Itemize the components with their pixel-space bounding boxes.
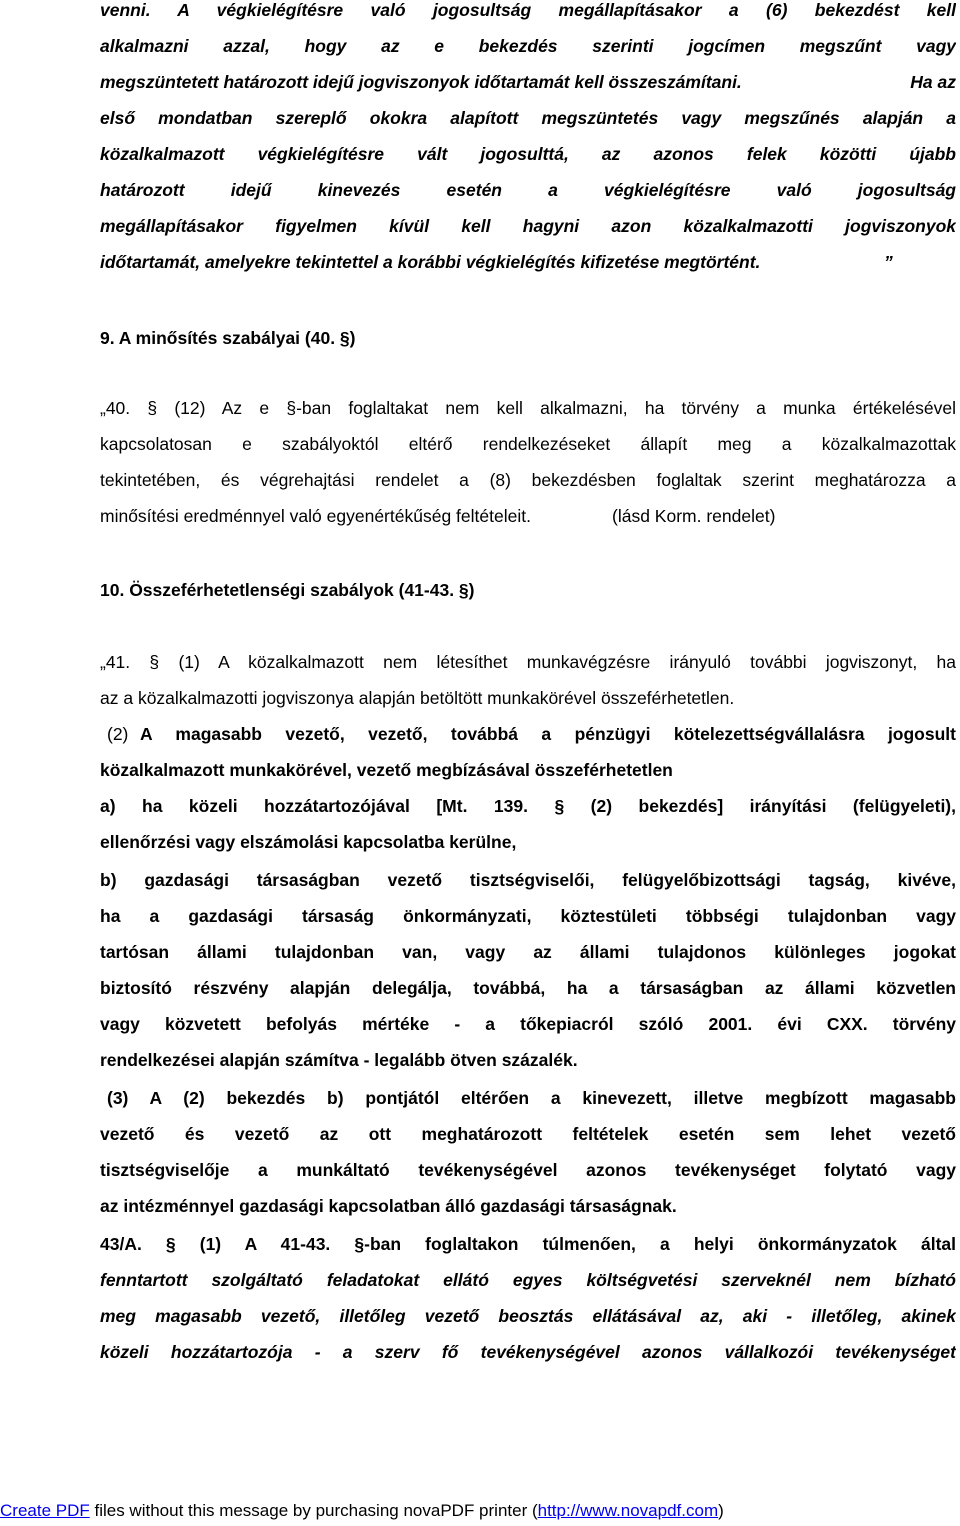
text-line: b) gazdasági társaságban vezető tisztségviselői, felügyelőbizottsági tagság, kivéve, bbox=[100, 870, 956, 890]
text-line: minősítési eredménnyel való egyenértékűség feltételeit. bbox=[100, 506, 531, 526]
create-pdf-link[interactable]: Create PDF bbox=[0, 1501, 90, 1520]
text-line: biztosító részvény alapján delegálja, továbbá, ha a társaságban az állami közvetlen bbox=[100, 978, 956, 998]
text-line: a) ha közeli hozzátartozójával [Mt. 139. § (2) bekezdés] irányítási (felügyeleti), bbox=[100, 796, 956, 816]
section-heading: 10. Összeférhetetlenségi szabályok (41-43. §) bbox=[100, 580, 475, 600]
text-line: (lásd Korm. rendelet) bbox=[612, 506, 776, 526]
text-line: tekintetében, és végrehajtási rendelet a (8) bekezdésben foglaltak szerint meghatározza a bbox=[100, 470, 956, 490]
text-line: első mondatban szereplő okokra alapított megszüntetés vagy megszűnés alapján a bbox=[100, 108, 956, 128]
text-line: az intézménnyel gazdasági kapcsolatban álló gazdasági társaságnak. bbox=[100, 1196, 677, 1216]
text-line: közeli hozzátartozója - a szerv fő tevékenységével azonos vállalkozói tevékenységet bbox=[100, 1342, 956, 1362]
text-line: venni. A végkielégítésre való jogosultság megállapításakor a (6) bekezdést kell bbox=[100, 0, 956, 20]
footer-close: ) bbox=[718, 1501, 724, 1520]
section-heading: 9. A minősítés szabályai (40. §) bbox=[100, 328, 356, 348]
novapdf-link[interactable]: http://www.novapdf.com bbox=[537, 1501, 719, 1520]
text-line: tartósan állami tulajdonban van, vagy az állami tulajdonos különleges jogokat bbox=[100, 942, 956, 962]
text-line: közalkalmazott munkakörével, vezető megbízásával összeférhetetlen bbox=[100, 760, 673, 780]
pdf-footer bbox=[0, 1497, 960, 1525]
text-line: alkalmazni azzal, hogy az e bekezdés szerinti jogcímen megszűnt vagy bbox=[100, 36, 956, 56]
text-line: vezető és vezető az ott meghatározott feltételek esetén sem lehet vezető bbox=[100, 1124, 956, 1144]
text-line: „40. § (12) Az e §-ban foglaltakat nem kell alkalmazni, ha törvény a munka értékelésével bbox=[100, 398, 956, 418]
text-line: „41. § (1) A közalkalmazott nem létesíthet munkavégzésre irányuló további jogviszonyt, ha bbox=[100, 652, 956, 672]
text-line: Ha az bbox=[910, 72, 956, 92]
text-line: (3) A (2) bekezdés b) pontjától eltérően a kinevezett, illetve megbízott magasabb bbox=[107, 1088, 956, 1108]
text-line: megállapításakor figyelmen kívül kell hagyni azon közalkalmazotti jogviszonyok bbox=[100, 216, 956, 236]
closing-quote: ” bbox=[884, 252, 893, 272]
text-line: 43/A. § (1) A 41-43. §-ban foglaltakon túlmenően, a helyi önkormányzatok által bbox=[100, 1234, 956, 1254]
footer-text: files without this message by purchasing novaPDF printer ( bbox=[89, 1501, 538, 1520]
text-line: ha a gazdasági társaság önkormányzati, köztestületi többségi tulajdonban vagy bbox=[100, 906, 956, 926]
text-line: közalkalmazott végkielégítésre vált jogosulttá, az azonos felek közötti újabb bbox=[100, 144, 956, 164]
text-line: rendelkezései alapján számítva - legalább ötven százalék. bbox=[100, 1050, 578, 1070]
text-line: vagy közvetett befolyás mértéke - a tőkepiacról szóló 2001. évi CXX. törvény bbox=[100, 1014, 956, 1034]
text-line: A magasabb vezető, vezető, továbbá a pénzügyi kötelezettségvállalásra jogosult bbox=[140, 724, 956, 744]
text-line: meg magasabb vezető, illetőleg vezető beosztás ellátásával az, aki - illetőleg, akinek bbox=[100, 1306, 956, 1326]
text-line: az a közalkalmazotti jogviszonya alapján betöltött munkakörével összeférhetetlen. bbox=[100, 688, 735, 708]
text-line: (2) bbox=[107, 724, 129, 744]
text-line: fenntartott szolgáltató feladatokat ellátó egyes költségvetési szerveknél nem bízható bbox=[100, 1270, 956, 1290]
text-line: tisztségviselője a munkáltató tevékenységével azonos tevékenységet folytató vagy bbox=[100, 1160, 956, 1180]
text-line: megszüntetett határozott idejű jogviszonyok időtartamát kell összeszámítani. bbox=[100, 72, 742, 92]
text-line: ellenőrzési vagy elszámolási kapcsolatba kerülne, bbox=[100, 832, 517, 852]
text-line: határozott idejű kinevezés esetén a végkielégítésre való jogosultság bbox=[100, 180, 956, 200]
text-line: időtartamát, amelyekre tekintettel a korábbi végkielégítés kifizetése megtörtént. bbox=[100, 252, 761, 272]
text-line: kapcsolatosan e szabályoktól eltérő rendelkezéseket állapít meg a közalkalmazottak bbox=[100, 434, 956, 454]
